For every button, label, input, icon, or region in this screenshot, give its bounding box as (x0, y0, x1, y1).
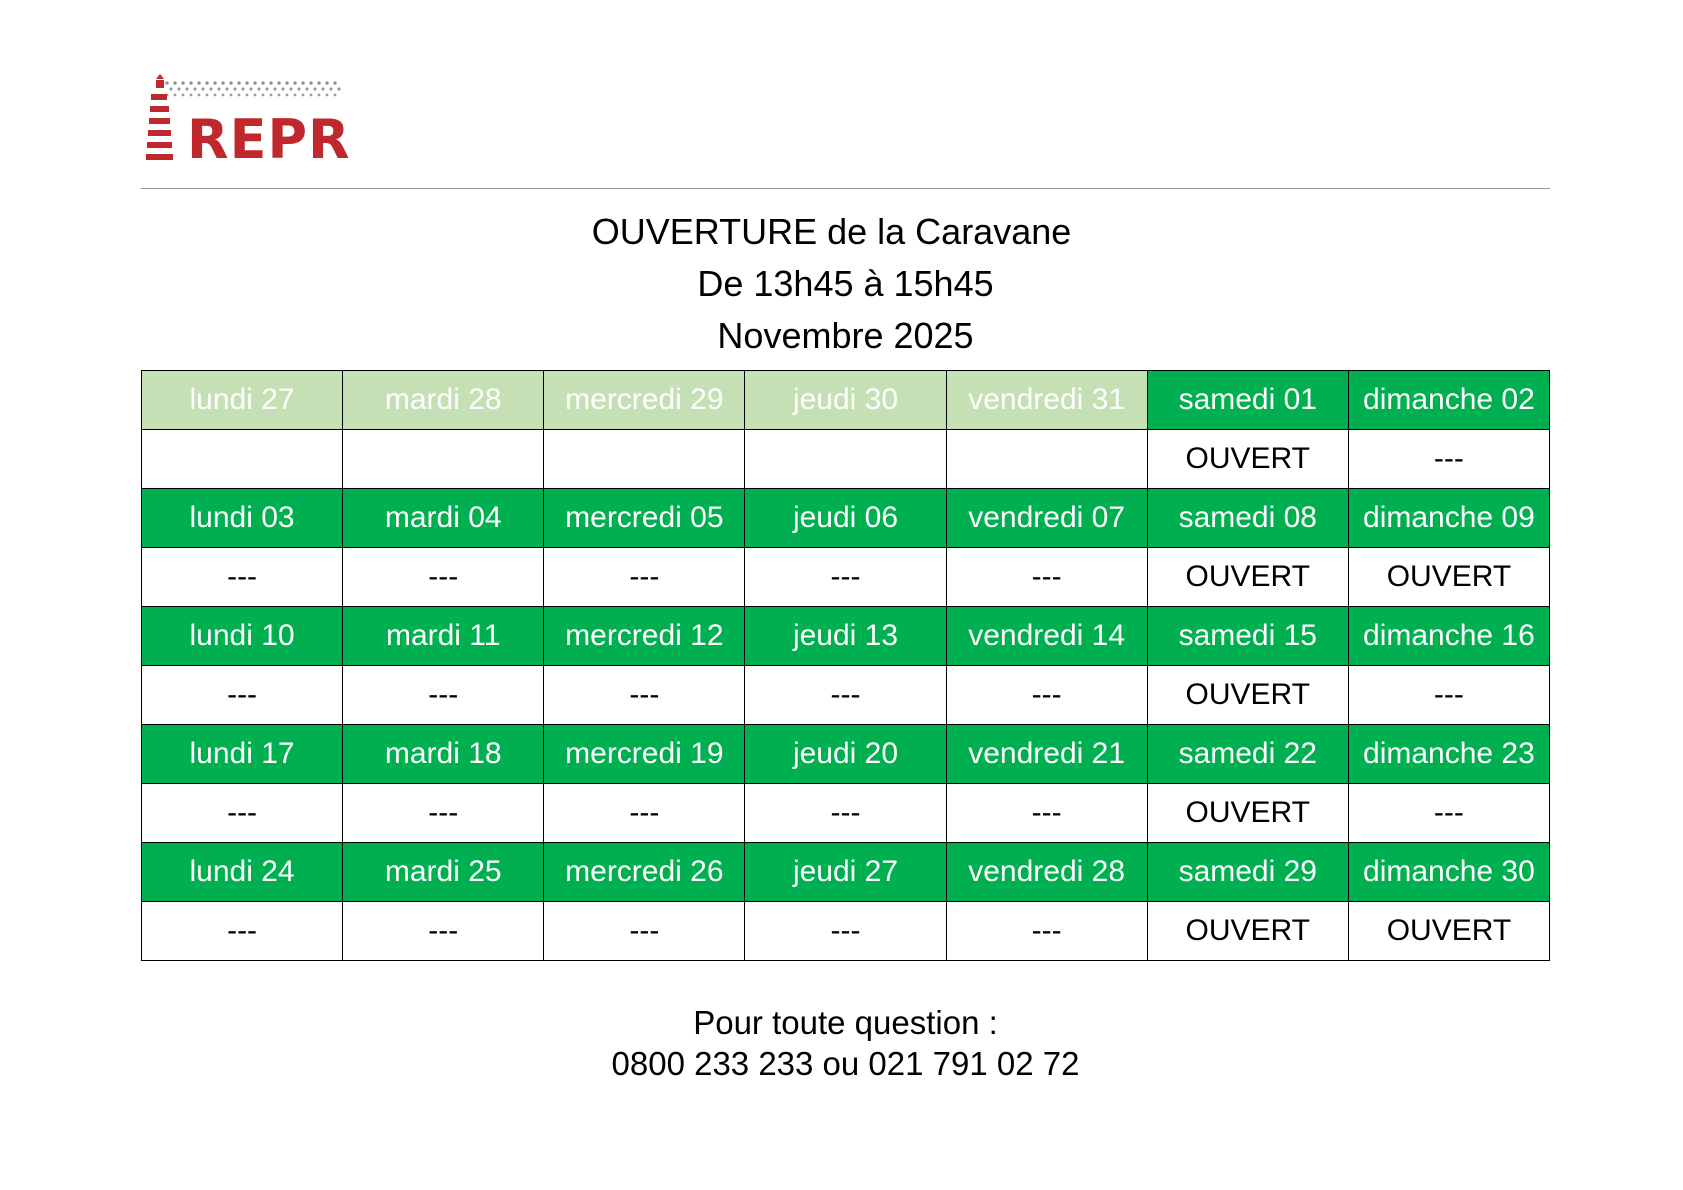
week-status-row (142, 902, 1550, 961)
day-header-cell: mardi 25 (343, 843, 544, 902)
day-header-cell: mercredi 05 (544, 489, 745, 548)
day-header-cell: dimanche 09 (1348, 489, 1549, 548)
day-header-cell: mardi 04 (343, 489, 544, 548)
day-status-cell: --- (745, 902, 946, 961)
day-header-cell: samedi 01 (1147, 371, 1348, 430)
day-header-cell: lundi 27 (142, 371, 343, 430)
day-status-cell: --- (544, 784, 745, 843)
day-status-cell: --- (544, 902, 745, 961)
day-status-cell: --- (946, 902, 1147, 961)
day-status-cell: --- (142, 666, 343, 725)
day-status-cell: --- (343, 784, 544, 843)
week-days-row (142, 607, 1550, 666)
title-line-month: Novembre 2025 (717, 315, 974, 356)
day-header-cell: jeudi 30 (745, 371, 946, 430)
day-header-cell: vendredi 14 (946, 607, 1147, 666)
day-status-cell: --- (745, 666, 946, 725)
day-header-cell: mercredi 12 (544, 607, 745, 666)
day-header-cell: dimanche 23 (1348, 725, 1549, 784)
day-status-cell (142, 430, 343, 489)
day-status-cell: --- (745, 784, 946, 843)
day-header-cell: mercredi 29 (544, 371, 745, 430)
day-header-cell: mardi 18 (343, 725, 544, 784)
contact-footer (141, 1002, 1550, 1084)
day-status-cell (343, 430, 544, 489)
day-status-cell: --- (142, 784, 343, 843)
day-status-cell: --- (745, 548, 946, 607)
day-status-cell: --- (1348, 784, 1549, 843)
week-days-row (142, 843, 1550, 902)
week-status-row (142, 548, 1550, 607)
day-header-cell: mercredi 26 (544, 843, 745, 902)
day-status-cell: --- (946, 548, 1147, 607)
opening-calendar-table (141, 370, 1550, 961)
week-days-row (142, 489, 1550, 548)
day-status-cell (544, 430, 745, 489)
footer-question: Pour toute question : (693, 1004, 998, 1041)
day-header-cell: vendredi 07 (946, 489, 1147, 548)
day-header-cell: samedi 29 (1147, 843, 1348, 902)
day-header-cell: lundi 17 (142, 725, 343, 784)
day-header-cell: jeudi 20 (745, 725, 946, 784)
day-header-cell: samedi 15 (1147, 607, 1348, 666)
day-status-cell: --- (544, 666, 745, 725)
header-divider (141, 188, 1550, 189)
logo-wordmark: REPR (187, 108, 351, 171)
day-status-cell (946, 430, 1147, 489)
week-days-row (142, 725, 1550, 784)
day-status-cell: --- (946, 784, 1147, 843)
day-status-cell: --- (142, 902, 343, 961)
repr-logo (145, 74, 351, 171)
day-status-cell: OUVERT (1147, 430, 1348, 489)
day-header-cell: vendredi 31 (946, 371, 1147, 430)
week-status-row (142, 430, 1550, 489)
day-status-cell: OUVERT (1147, 666, 1348, 725)
week-days-row (142, 371, 1550, 430)
day-status-cell: --- (343, 548, 544, 607)
day-header-cell: jeudi 06 (745, 489, 946, 548)
day-header-cell: lundi 10 (142, 607, 343, 666)
page-title (141, 206, 1550, 362)
day-header-cell: samedi 08 (1147, 489, 1348, 548)
day-header-cell: samedi 22 (1147, 725, 1348, 784)
day-status-cell: --- (1348, 430, 1549, 489)
day-status-cell (745, 430, 946, 489)
day-status-cell: OUVERT (1147, 548, 1348, 607)
day-status-cell: --- (1348, 666, 1549, 725)
day-header-cell: mercredi 19 (544, 725, 745, 784)
day-status-cell: --- (343, 902, 544, 961)
day-header-cell: dimanche 30 (1348, 843, 1549, 902)
day-status-cell: --- (946, 666, 1147, 725)
day-header-cell: vendredi 21 (946, 725, 1147, 784)
day-header-cell: jeudi 27 (745, 843, 946, 902)
week-status-row (142, 784, 1550, 843)
day-header-cell: jeudi 13 (745, 607, 946, 666)
day-status-cell: OUVERT (1147, 784, 1348, 843)
day-header-cell: lundi 24 (142, 843, 343, 902)
day-status-cell: OUVERT (1147, 902, 1348, 961)
day-status-cell: OUVERT (1348, 548, 1549, 607)
day-header-cell: mardi 11 (343, 607, 544, 666)
day-header-cell: dimanche 02 (1348, 371, 1549, 430)
day-status-cell: --- (142, 548, 343, 607)
title-line-hours: De 13h45 à 15h45 (697, 263, 994, 304)
day-header-cell: lundi 03 (142, 489, 343, 548)
day-header-cell: dimanche 16 (1348, 607, 1549, 666)
week-status-row (142, 666, 1550, 725)
day-status-cell: --- (544, 548, 745, 607)
day-status-cell: --- (343, 666, 544, 725)
footer-phone-numbers: 0800 233 233 ou 021 791 02 72 (611, 1045, 1080, 1082)
title-line-opening: OUVERTURE de la Caravane (591, 211, 1072, 252)
day-header-cell: vendredi 28 (946, 843, 1147, 902)
day-status-cell: OUVERT (1348, 902, 1549, 961)
day-header-cell: mardi 28 (343, 371, 544, 430)
